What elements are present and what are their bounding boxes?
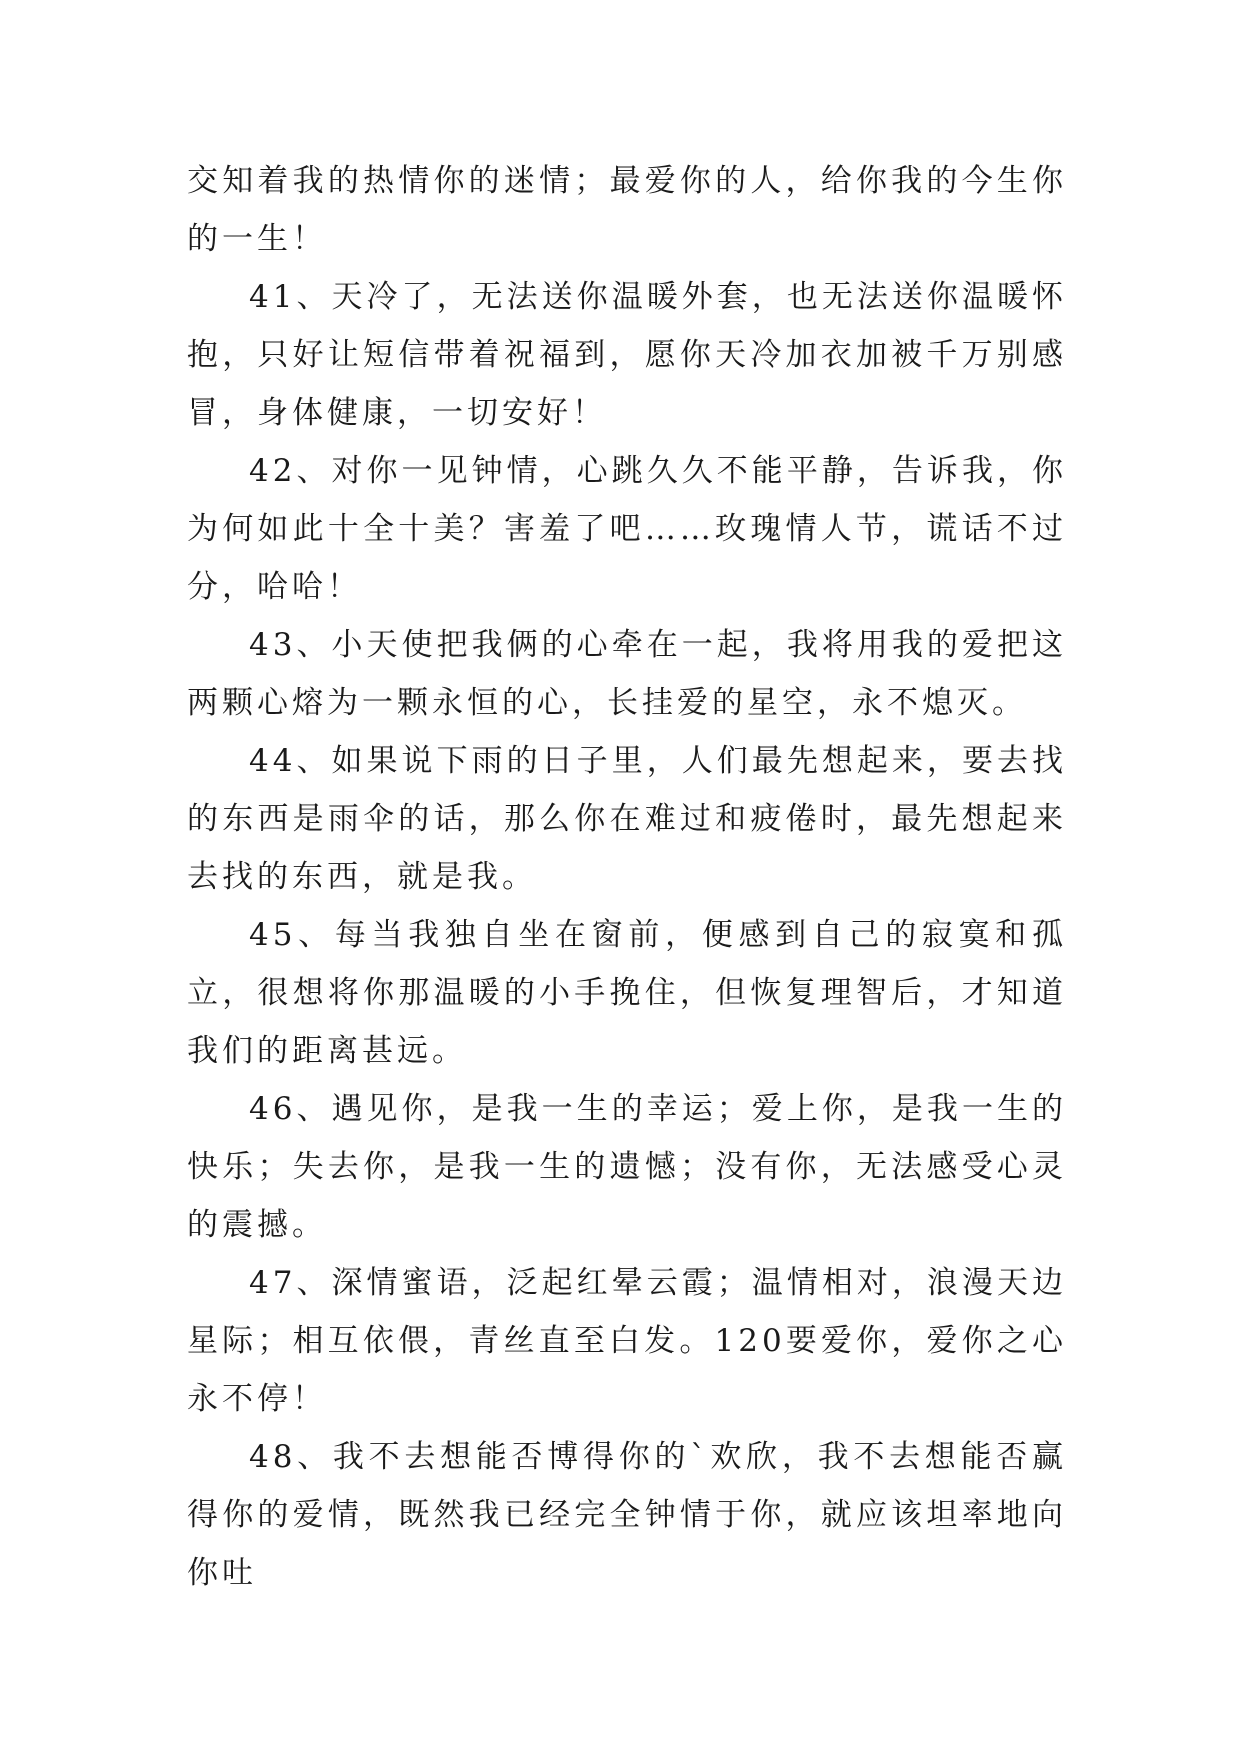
paragraph-44: 44、如果说下雨的日子里，人们最先想起来，要去找的东西是雨伞的话，那么你在难过和疲倦时，最先想起来去找的东西，就是我。	[187, 743, 1067, 895]
paragraph-45: 45、每当我独自坐在窗前，便感到自己的寂寞和孤立，很想将你那温暖的小手挽住，但恢复理智后，才知道我们的距离甚远。	[187, 917, 1067, 1069]
document-body	[187, 152, 1067, 1602]
paragraph-42: 42、对你一见钟情，心跳久久不能平静，告诉我，你为何如此十全十美？害羞了吧……玫瑰情人节，谎话不过分，哈哈！	[187, 453, 1067, 605]
paragraph-47: 47、深情蜜语，泛起红晕云霞；温情相对，浪漫天边星际；相互依偎，青丝直至白发。120要爱你，爱你之心永不停！	[187, 1265, 1067, 1417]
paragraph-46: 46、遇见你，是我一生的幸运；爱上你，是我一生的快乐；失去你，是我一生的遗憾；没有你，无法感受心灵的震撼。	[187, 1091, 1067, 1243]
paragraph-43: 43、小天使把我俩的心牵在一起，我将用我的爱把这两颗心熔为一颗永恒的心，长挂爱的星空，永不熄灭。	[187, 627, 1067, 721]
paragraph-48: 48、我不去想能否博得你的`欢欣，我不去想能否赢得你的爱情，既然我已经完全钟情于你，就应该坦率地向你吐	[187, 1439, 1067, 1591]
paragraph-41: 41、天冷了，无法送你温暖外套，也无法送你温暖怀抱，只好让短信带着祝福到，愿你天冷加衣加被千万别感冒，身体健康，一切安好！	[187, 279, 1067, 431]
paragraph-continuation: 交知着我的热情你的迷情；最爱你的人，给你我的今生你的一生！	[187, 163, 1067, 257]
